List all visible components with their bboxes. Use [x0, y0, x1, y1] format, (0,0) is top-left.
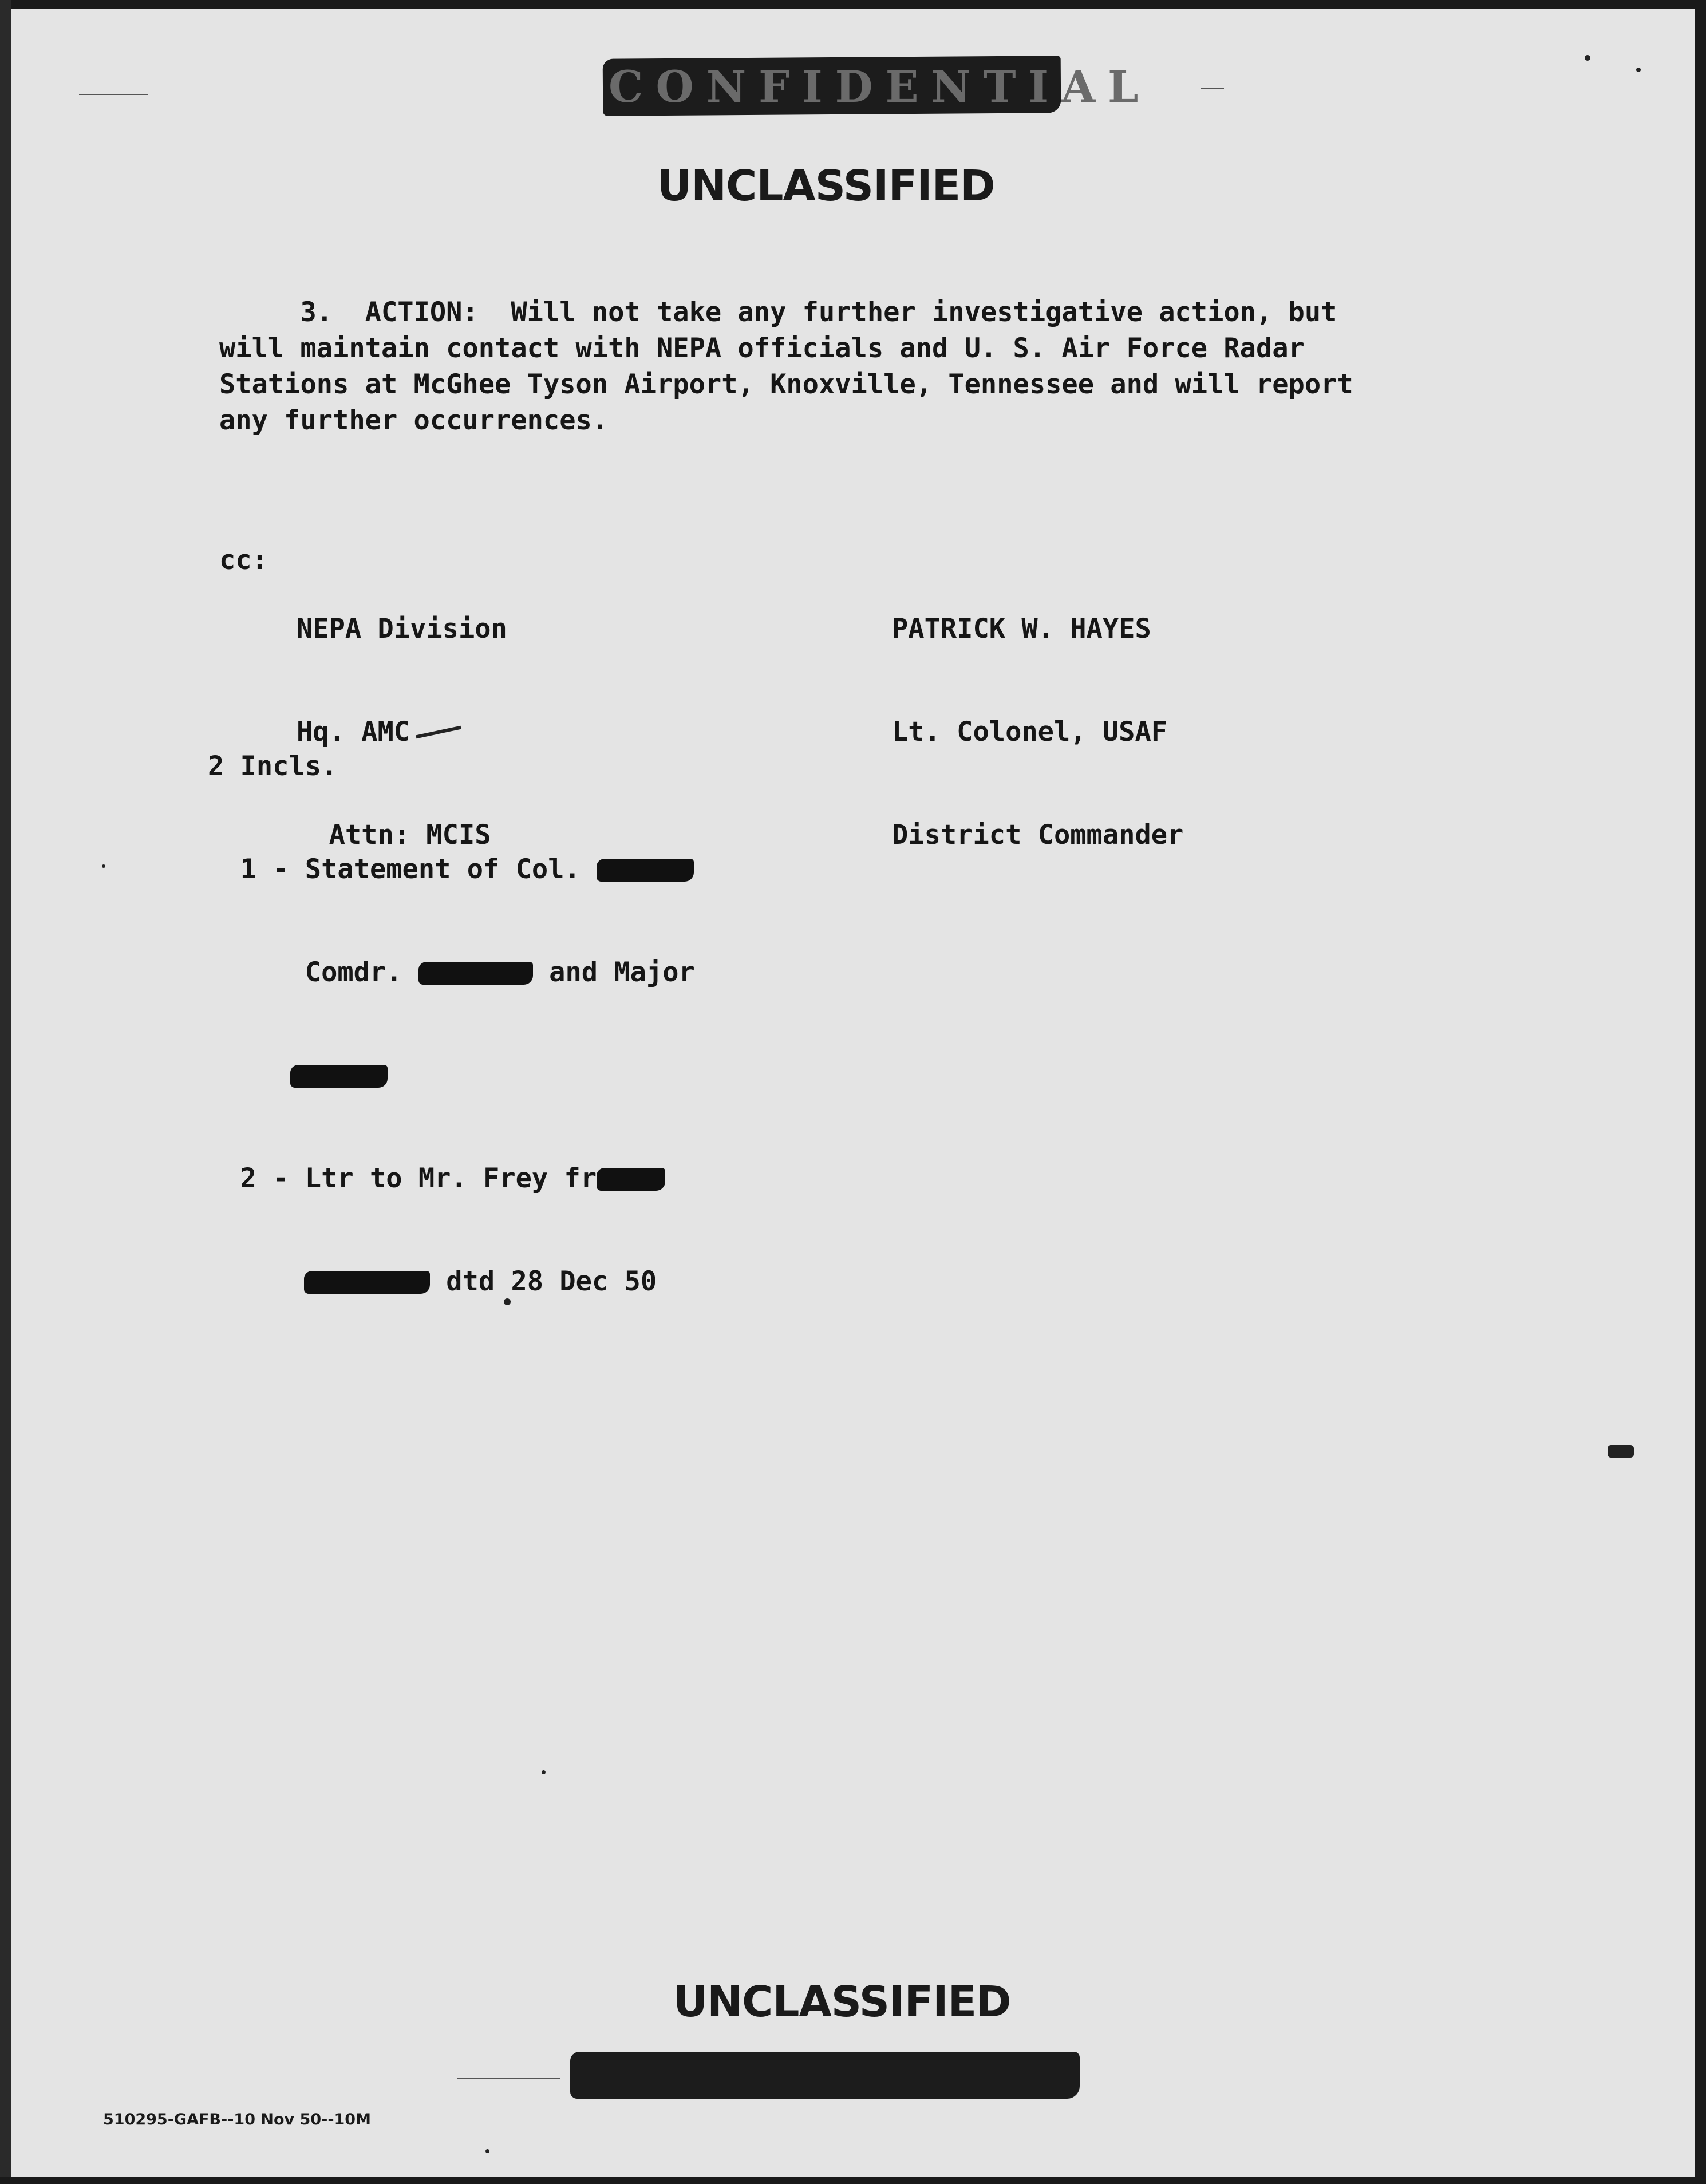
document-page: [10, 8, 1696, 2178]
cc-line-2-text: Hq. AMC: [297, 716, 410, 748]
inclosure-1-line-3: [208, 1059, 695, 1093]
inclosure-1-text: 1 - Statement of Col.: [208, 854, 580, 885]
form-code: 510295-GAFB--10 Nov 50--10M: [103, 2111, 371, 2128]
inclosure-1-text-a: Comdr.: [208, 957, 402, 988]
redaction: [418, 962, 533, 985]
inclosure-1-line-2: [208, 955, 695, 990]
cc-line-1: NEPA Division: [297, 613, 507, 645]
paragraph-line-1: 3. ACTION: Will not take any further investigative action, but: [219, 297, 1337, 328]
action-paragraph: [219, 294, 1450, 439]
cc-line-3: Attn: MCIS: [297, 819, 491, 851]
inclosure-2-text-b: dtd 28 Dec 50: [430, 1266, 657, 1297]
scan-mark: [79, 94, 148, 95]
scan-border-top: [0, 0, 1706, 9]
cc-label: cc:: [219, 544, 268, 576]
inclosures: [208, 681, 695, 1368]
classification-stamp: [603, 53, 1151, 116]
marking-bottom: UNCLASSIFIED: [673, 1977, 1011, 2027]
inclosure-2-line-2: [208, 1265, 695, 1299]
scan-border-bottom: [0, 2177, 1706, 2184]
scan-border-right: [1695, 0, 1706, 2184]
inclosure-1-text-b: and Major: [532, 957, 695, 988]
scan-speck: [1636, 68, 1641, 72]
signature-rank: Lt. Colonel, USAF: [892, 716, 1168, 748]
signature-title: District Commander: [892, 819, 1184, 851]
signature-block: [892, 543, 1183, 921]
paragraph-line-2: will maintain contact with NEPA officials and U. S. Air Force Radar: [219, 333, 1305, 364]
scan-mark: [457, 2078, 560, 2079]
inclosure-1-line-1: [208, 852, 695, 887]
scan-speck: [1585, 55, 1590, 61]
redaction: [304, 1271, 430, 1294]
scan-mark: [1201, 88, 1224, 89]
scan-speck: [542, 1770, 546, 1774]
bottom-redaction-bar: [570, 2052, 1080, 2099]
scan-border-left: [0, 0, 11, 2184]
scan-speck: [485, 2149, 489, 2153]
scan-speck: [102, 864, 105, 868]
scan-speck: [1608, 1445, 1634, 1458]
paragraph-line-4: any further occurrences.: [219, 405, 609, 436]
scan-speck: [504, 1298, 511, 1305]
redaction: [597, 1168, 665, 1191]
redaction: [290, 1065, 388, 1088]
signature-name: PATRICK W. HAYES: [892, 613, 1151, 645]
inclosure-2-line-1: [208, 1162, 695, 1196]
marking-top: UNCLASSIFIED: [657, 161, 995, 211]
redaction: [597, 859, 694, 882]
inclosure-2-text: 2 - Ltr to Mr. Frey fr: [208, 1163, 597, 1194]
inclosures-header: 2 Incls.: [208, 751, 338, 782]
paragraph-line-3: Stations at McGhee Tyson Airport, Knoxville, Tennessee and will report: [219, 369, 1353, 400]
classification-stamp-text: CONFIDENTIAL: [609, 61, 1151, 112]
